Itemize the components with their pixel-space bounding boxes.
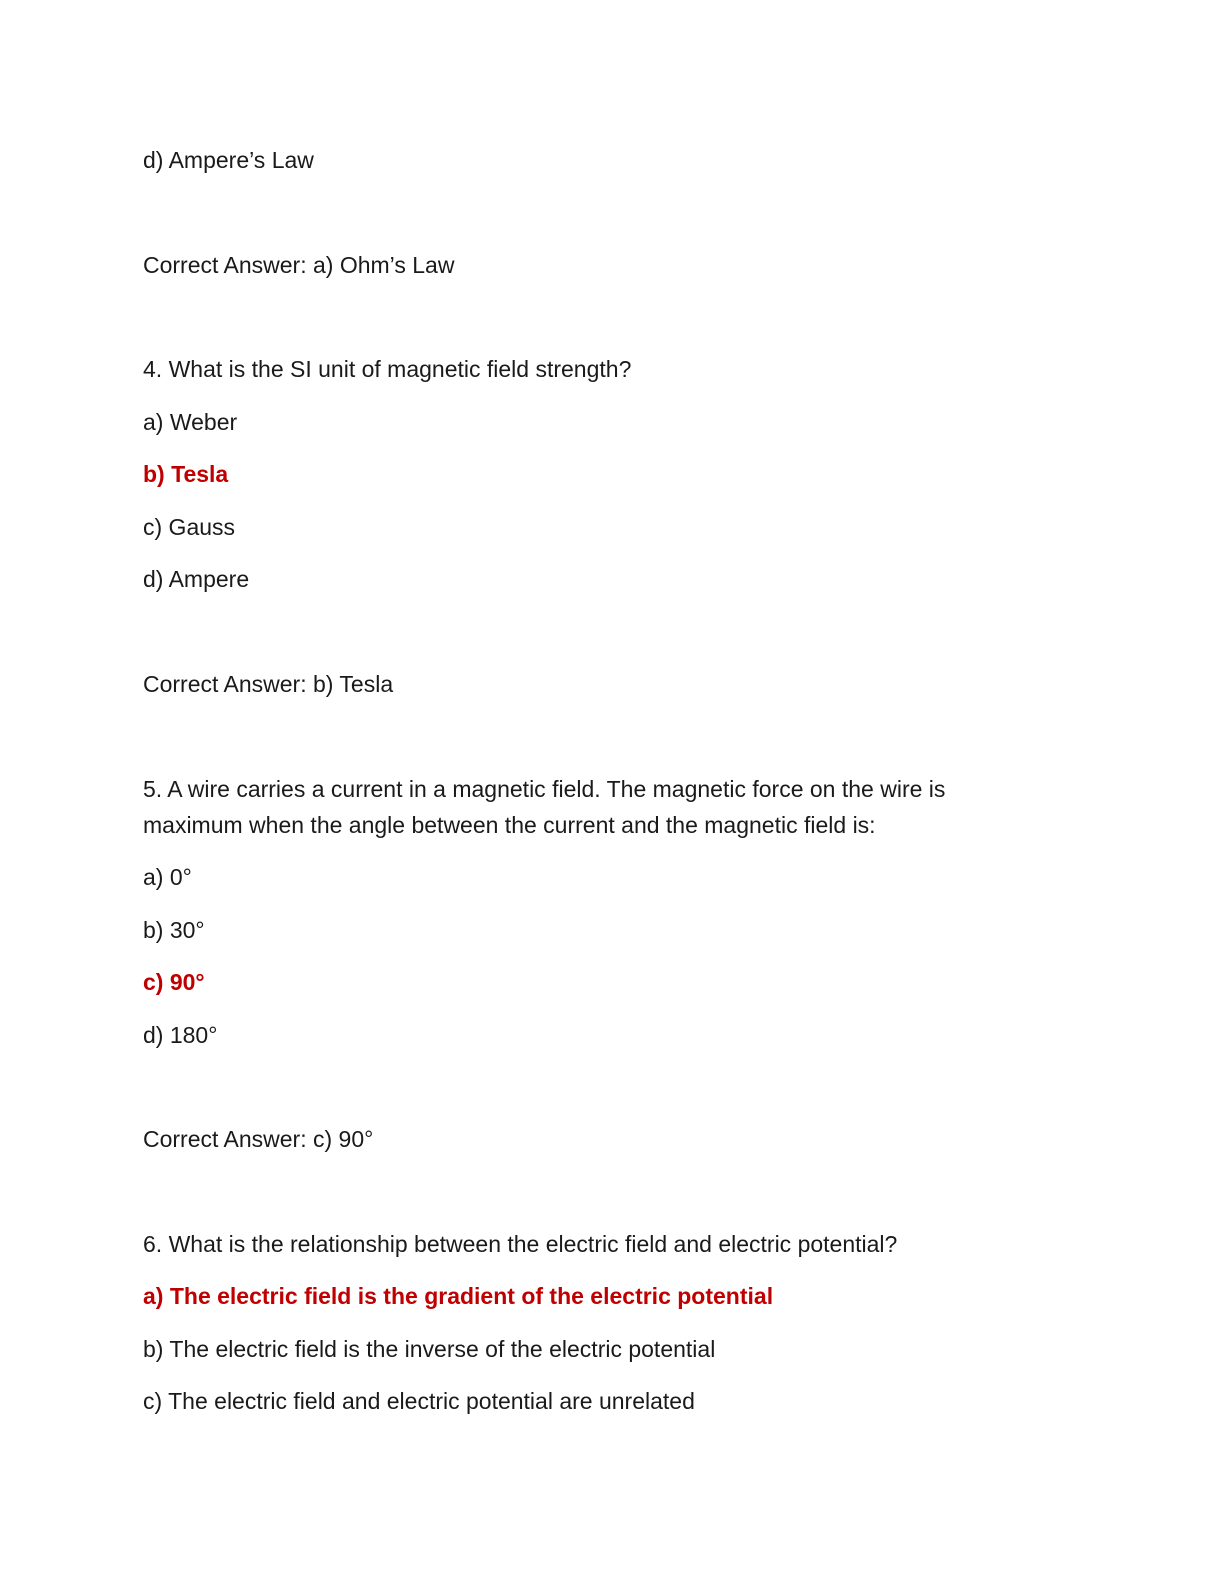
q6-option-b: b) The electric field is the inverse of the electric potential (143, 1336, 716, 1362)
q4-option-c: c) Gauss (143, 514, 236, 540)
q5-question-line2: maximum when the angle between the current and the magnetic field is: (143, 812, 876, 838)
prev-correct-answer: Correct Answer: a) Ohm’s Law (143, 252, 455, 278)
q5-option-c-correct: c) 90° (143, 969, 205, 995)
prev-option-d: d) Ampere’s Law (143, 147, 314, 173)
q6-question: 6. What is the relationship between the electric field and electric potential? (143, 1231, 898, 1257)
q5-correct-answer: Correct Answer: c) 90° (143, 1126, 374, 1152)
q5-option-b: b) 30° (143, 917, 205, 943)
q6-option-c: c) The electric field and electric potential are unrelated (143, 1388, 695, 1414)
q5-option-d: d) 180° (143, 1022, 218, 1048)
q4-question: 4. What is the SI unit of magnetic field strength? (143, 356, 632, 382)
q4-option-b-correct: b) Tesla (143, 461, 229, 487)
q4-option-d: d) Ampere (143, 566, 250, 592)
q4-correct-answer: Correct Answer: b) Tesla (143, 671, 394, 697)
q4-option-a: a) Weber (143, 409, 238, 435)
q5-option-a: a) 0° (143, 864, 192, 890)
q5-question-line1: 5. A wire carries a current in a magnetic field. The magnetic force on the wire is (143, 776, 946, 802)
document-page (143, 0, 1083, 1584)
q6-option-a-correct: a) The electric field is the gradient of the electric potential (143, 1283, 774, 1309)
